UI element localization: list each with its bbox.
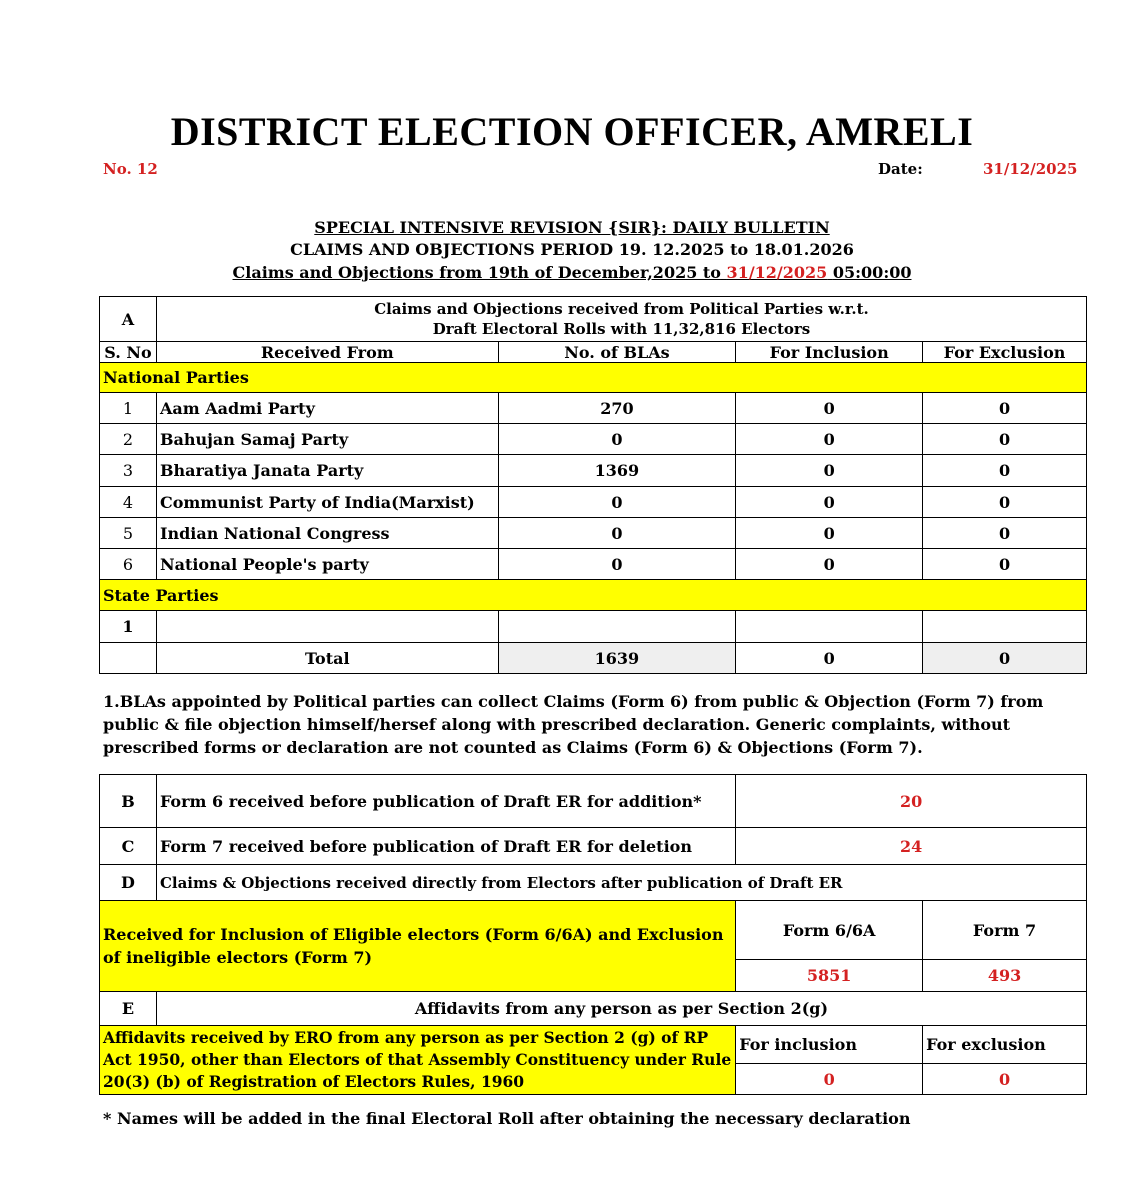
section-d-col1: Form 6/6A [736,901,923,960]
row-inclusion: 0 [736,518,923,549]
section-d-label: D [100,865,157,901]
col-header-received-from: Received From [156,342,498,363]
table-row [100,518,1087,549]
section-c-text: Form 7 received before publication of Draft ER for deletion [156,828,735,865]
claims-line-time: 05:00:00 [832,263,912,282]
total-inclusion: 0 [736,643,923,674]
section-a-heading-line1: Claims and Objections received from Political Parties w.r.t. [374,300,869,318]
row-blas: 270 [498,393,736,424]
row-exclusion: 0 [923,424,1087,455]
row-party: Aam Aadmi Party [156,393,498,424]
section-d-val1: 5851 [736,960,923,992]
row-inclusion: 0 [736,455,923,487]
row-blas: 0 [498,487,736,518]
section-e-val1: 0 [736,1064,923,1095]
date-value: 31/12/2025 [983,160,1078,178]
section-e-col2: For exclusion [923,1026,1087,1064]
row-sno: 3 [100,455,157,487]
section-d-col2: Form 7 [923,901,1087,960]
bulletin-number: No. 12 [103,160,158,178]
section-a-table [99,296,1087,674]
section-d-subtext: Received for Inclusion of Eligible electors (Form 6/6A) and Exclusion of ineligible electors (Form 7) [100,901,736,992]
national-parties-header: National Parties [100,363,1087,393]
row-party [156,611,498,643]
row-exclusion: 0 [923,487,1087,518]
total-row [100,643,1087,674]
total-blas: 1639 [498,643,736,674]
row-sno: 2 [100,424,157,455]
section-b-e-table [99,774,1087,1095]
date-label: Date: [878,160,923,178]
row-party: Indian National Congress [156,518,498,549]
page-title: DISTRICT ELECTION OFFICER, AMRELI [170,109,974,154]
col-header-exclusion: For Exclusion [923,342,1087,363]
table-row [100,611,1087,643]
row-inclusion [736,611,923,643]
row-sno: 5 [100,518,157,549]
row-exclusion: 0 [923,549,1087,580]
section-e-subtext: Affidavits received by ERO from any person as per Section 2 (g) of RP Act 1950, other than Electors of that Assembly Constituency under Rule 20(3) (b) of Registration of Electors Rules, 1960 [100,1026,736,1095]
footnote: * Names will be added in the final Electoral Roll after obtaining the necessary declaration [103,1109,911,1128]
table-row [100,455,1087,487]
row-inclusion: 0 [736,487,923,518]
row-blas [498,611,736,643]
section-b-value: 20 [736,775,1087,828]
total-label: Total [156,643,498,674]
row-blas: 1369 [498,455,736,487]
row-blas: 0 [498,549,736,580]
row-sno: 6 [100,549,157,580]
section-b-text: Form 6 received before publication of Draft ER for addition* [156,775,735,828]
row-party: Communist Party of India(Marxist) [156,487,498,518]
total-exclusion: 0 [923,643,1087,674]
section-b-label: B [100,775,157,828]
row-blas: 0 [498,518,736,549]
col-header-sno: S. No [100,342,157,363]
row-exclusion: 0 [923,455,1087,487]
section-e-text: Affidavits from any person as per Section 2(g) [156,992,1086,1026]
table-row [100,487,1087,518]
section-c-value: 24 [736,828,1087,865]
claims-line-prefix: Claims and Objections from 19th of December,2025 to [232,263,721,282]
total-empty-cell [100,643,157,674]
section-e-label: E [100,992,157,1026]
section-d-val2: 493 [923,960,1087,992]
table-row [100,393,1087,424]
table-row [100,549,1087,580]
claims-line-date: 31/12/2025 [726,263,828,282]
section-a-heading-line2: Draft Electoral Rolls with 11,32,816 Electors [432,320,811,338]
row-exclusion: 0 [923,393,1087,424]
bulletin-title: SPECIAL INTENSIVE REVISION {SIR}: DAILY BULLETIN [314,218,830,237]
period-line: CLAIMS AND OBJECTIONS PERIOD 19. 12.2025 to 18.01.2026 [290,240,854,259]
row-party: Bharatiya Janata Party [156,455,498,487]
claims-line [0,263,1144,282]
section-c-label: C [100,828,157,865]
row-sno: 1 [100,611,157,643]
state-parties-header: State Parties [100,580,1087,611]
section-a-label: A [100,297,157,342]
row-exclusion [923,611,1087,643]
row-blas: 0 [498,424,736,455]
section-e-col1: For inclusion [736,1026,923,1064]
row-party: Bahujan Samaj Party [156,424,498,455]
table-row [100,424,1087,455]
row-exclusion: 0 [923,518,1087,549]
row-party: National People's party [156,549,498,580]
row-inclusion: 0 [736,393,923,424]
section-e-val2: 0 [923,1064,1087,1095]
note-1: 1.BLAs appointed by Political parties can collect Claims (Form 6) from public & Objection (Form 7) from public & file objection himself/hersef along with prescribed declaration. Generic complaints, without prescribed forms or declaration are not counted as Claims (Form 6) & Objections (Form 7). [103,692,1044,757]
col-header-inclusion: For Inclusion [736,342,923,363]
section-d-text: Claims & Objections received directly from Electors after publication of Draft ER [156,865,1086,901]
section-a-heading [156,297,1086,342]
row-inclusion: 0 [736,424,923,455]
row-sno: 4 [100,487,157,518]
row-inclusion: 0 [736,549,923,580]
row-sno: 1 [100,393,157,424]
col-header-blas: No. of BLAs [498,342,736,363]
